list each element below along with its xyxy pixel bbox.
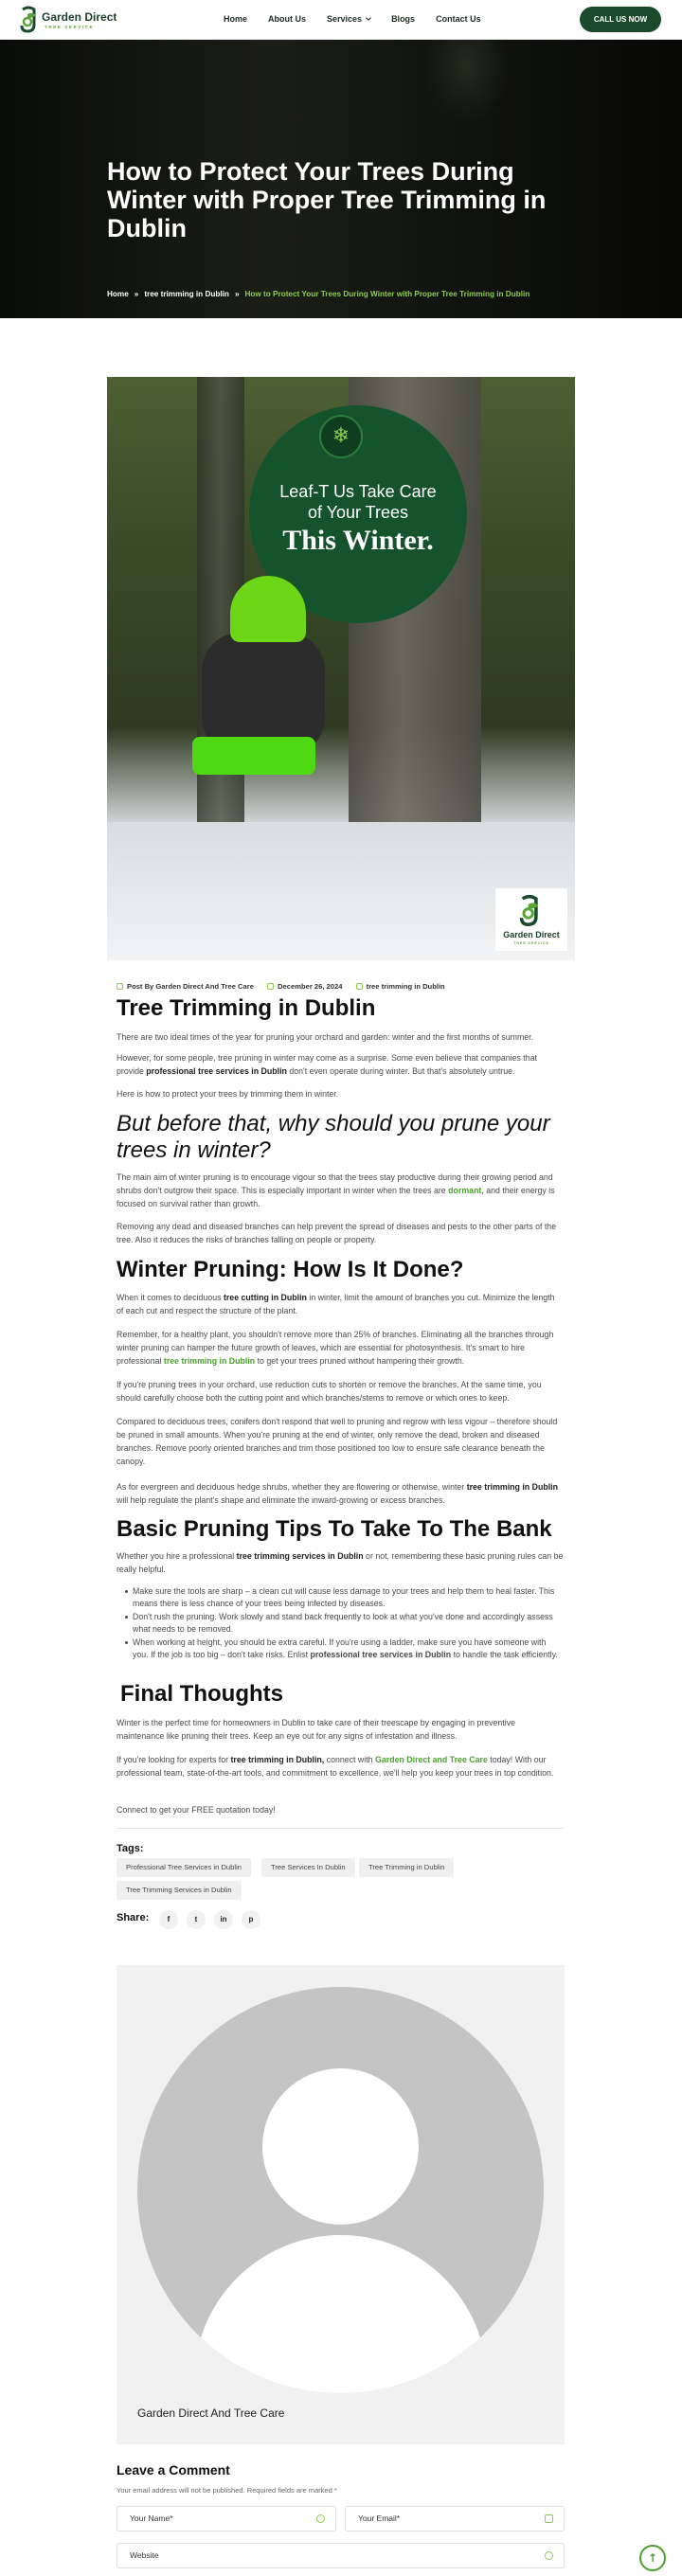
paragraph: When it comes to deciduous tree cutting in Dublin in winter, limit the amount of branches you cut. Minimize the length of each cut and respect the structure of the plant. <box>117 1293 555 1315</box>
paragraph: If you're looking for experts for tree trimming in Dublin, connect with Garden Direct and Tree Care today! With our professional team, state-of-the-art tools, and commitment to excellence, we'll help you keep your trees in top condition. <box>117 1755 554 1778</box>
comment-heading: Leave a Comment <box>117 2462 230 2478</box>
chevron-down-icon <box>366 15 371 21</box>
user-icon <box>316 2514 325 2523</box>
twitter-icon[interactable]: t <box>187 1910 206 1929</box>
avatar-body <box>194 2235 487 2393</box>
paragraph: As for evergreen and deciduous hedge shrubs, whether they are flowering or otherwise, winter tree trimming in Dublin will help regulate the plant's shape and eliminate the inward-growing or excess branches. <box>117 1482 558 1505</box>
tag-link[interactable]: Tree Trimming in Dublin <box>359 1858 454 1877</box>
tag-link[interactable]: Professional Tree Services in Dublin <box>117 1858 251 1877</box>
heading-pruning-tips: Basic Pruning Tips To Take To The Bank <box>117 1516 552 1542</box>
paragraph: If you're pruning trees in your orchard, use reduction cuts to shorten or remove the branches. At the same time, you should carefully choose both the cutting point and which branches/stems to remove or which ones to keep. <box>117 1380 542 1403</box>
paragraph: Compared to deciduous trees, conifers don't respond that well to pruning and regrow with less vigour – therefore should be pruned in small amounts. When you're pruning at the end of winter, only remove the dead, broken and diseased branches. Remove poorly oriented branches and trim those positioned too low to ensure safe clearance beneath the canopy. <box>117 1417 558 1466</box>
avatar <box>137 1987 544 2393</box>
globe-icon <box>545 2551 553 2560</box>
meta-author[interactable]: Post By Garden Direct And Tree Care <box>117 982 254 991</box>
list-item: When working at height, you should be extra careful. If you're using a ladder, make sure you have someone with you. If the job is too big – don't take risks. Enlist professional tree services in Dublin to handle the task efficiently. <box>133 1637 564 1661</box>
email-placeholder: Your Email* <box>358 2513 401 2523</box>
snowflake-icon: ❄ <box>319 415 363 458</box>
page-title: How to Protect Your Trees During Winter with Proper Tree Trimming in Dublin <box>107 157 547 242</box>
calendar-icon <box>267 983 274 990</box>
tag-icon <box>356 983 363 990</box>
post-meta <box>117 982 457 991</box>
divider <box>117 1828 564 1829</box>
paragraph: Remember, for a healthy plant, you shouldn't remove more than 25% of branches. Eliminating all the branches through winter pruning can hamper the future growth of leaves, which are essential for photosynthesis. It's smart to hire professional tree trimming in Dublin to get your trees pruned without hampering their growth. <box>117 1330 554 1366</box>
nav-home[interactable]: Home <box>224 14 248 24</box>
breadcrumb-separator: » <box>134 290 139 298</box>
nav-services-label: Services <box>327 14 363 24</box>
site-logo[interactable] <box>19 6 125 34</box>
paragraph: The main aim of winter pruning is to encourage vigour so that the trees stay productive during their growing period and shrubs don't outgrow their space. This is especially important in winter when the trees are dormant, and their energy is focused on survival rather than growth. <box>117 1172 555 1208</box>
paragraph: Winter is the perfect time for homeowners in Dublin to take care of their treescape by engaging in preventive maintenance like pruning their trees. Keep an eye out for any signs of infestation and illness. <box>117 1718 516 1741</box>
site-header <box>0 0 682 40</box>
tag-link[interactable]: Tree Trimming Services in Dublin <box>117 1881 242 1900</box>
featured-logo-subtitle: TREE SERVICE <box>513 941 549 945</box>
paragraph: Here is how to protect your trees by trimming them in winter. <box>117 1089 339 1099</box>
worker-figure <box>192 576 344 813</box>
logo-subtitle: TREE SERVICE <box>45 25 95 29</box>
facebook-icon[interactable]: f <box>159 1910 178 1929</box>
paragraph: Removing any dead and diseased branches can help prevent the spread of diseases and pests to the other parts of the tree. Also it reduces the risks of branches falling on people or property. <box>117 1222 557 1244</box>
heading-tree-trimming: Tree Trimming in Dublin <box>117 995 376 1021</box>
paragraph: There are two ideal times of the year for pruning your orchard and garden: winter and the first months of summer. <box>117 1032 534 1042</box>
main-nav <box>224 14 502 24</box>
tag-link[interactable]: Tree Services In Dublin <box>261 1858 355 1877</box>
website-placeholder: Website <box>130 2550 159 2560</box>
envelope-icon <box>545 2514 553 2523</box>
breadcrumb-home[interactable]: Home <box>107 290 129 298</box>
hero-banner <box>0 40 682 318</box>
link-dormant[interactable]: dormant <box>448 1186 482 1195</box>
logo-title: Garden Direct <box>42 10 117 24</box>
heading-winter-pruning: Winter Pruning: How Is It Done? <box>117 1257 464 1282</box>
featured-logo-title: Garden Direct <box>503 930 560 939</box>
author-box <box>117 1965 565 2444</box>
tags-heading: Tags: <box>117 1843 144 1854</box>
avatar-head <box>262 2068 419 2225</box>
name-field[interactable] <box>117 2506 336 2531</box>
link-garden-direct[interactable]: Garden Direct and Tree Care <box>375 1755 488 1764</box>
name-placeholder: Your Name* <box>130 2513 173 2523</box>
author-name: Garden Direct And Tree Care <box>137 2406 285 2420</box>
email-field[interactable] <box>345 2506 565 2531</box>
share-heading: Share: <box>117 1912 150 1923</box>
list-item: Don't rush the pruning. Work slowly and stand back frequently to look at what you've done and accordingly assess what needs to be removed. <box>133 1611 564 1636</box>
paragraph: However, for some people, tree pruning in winter may come as a surprise. Some even believe that companies that provide professional tree services in Dublin don't even operate during winter. But that's absolutely untrue. <box>117 1053 537 1076</box>
call-us-button[interactable]: CALL US NOW <box>580 7 661 32</box>
meta-category[interactable]: tree trimming in Dublin <box>356 982 445 991</box>
user-icon <box>117 983 123 990</box>
link-tree-trimming[interactable]: tree trimming in Dublin <box>163 1356 256 1366</box>
meta-date: December 26, 2024 <box>267 982 342 991</box>
nav-about-us[interactable]: About Us <box>268 14 307 24</box>
promo-line-3: This Winter. <box>282 525 434 556</box>
breadcrumb <box>107 290 529 298</box>
nav-services[interactable] <box>327 14 370 24</box>
worker-helmet <box>230 576 306 642</box>
chainsaw <box>192 737 315 775</box>
list-item: Make sure the tools are sharp – a clean cut will cause less damage to your trees and help them to heal faster. This means there is less chance of your trees being infected by diseases. <box>133 1585 564 1610</box>
heading-why-prune: But before that, why should you prune your trees in winter? <box>117 1111 550 1163</box>
featured-logo <box>495 888 567 951</box>
breadcrumb-separator: » <box>234 290 240 298</box>
heading-final-thoughts: Final Thoughts <box>120 1681 283 1707</box>
nav-contact-us[interactable]: Contact Us <box>436 14 481 24</box>
promo-line-1: Leaf-T Us Take Care of Your Trees <box>279 482 437 522</box>
paragraph: Whether you hire a professional tree trimming services in Dublin or not, remembering these basic pruning rules can be really helpful. <box>117 1551 564 1574</box>
breadcrumb-category[interactable]: tree trimming in Dublin <box>144 290 229 298</box>
comment-note: Your email address will not be published. Required fields are marked * <box>117 2486 337 2495</box>
logo-mark-icon <box>19 6 40 34</box>
nav-blogs[interactable]: Blogs <box>391 14 416 24</box>
pinterest-icon[interactable]: p <box>242 1910 260 1929</box>
linkedin-icon[interactable]: in <box>214 1910 233 1929</box>
logo-mark-icon <box>518 894 543 928</box>
featured-image <box>107 377 575 960</box>
back-to-top-button[interactable]: ↑ <box>639 2545 666 2571</box>
website-field[interactable] <box>117 2543 565 2568</box>
breadcrumb-current: How to Protect Your Trees During Winter with Proper Tree Trimming in Dublin <box>244 290 530 298</box>
paragraph: Connect to get your FREE quotation today! <box>117 1805 276 1815</box>
